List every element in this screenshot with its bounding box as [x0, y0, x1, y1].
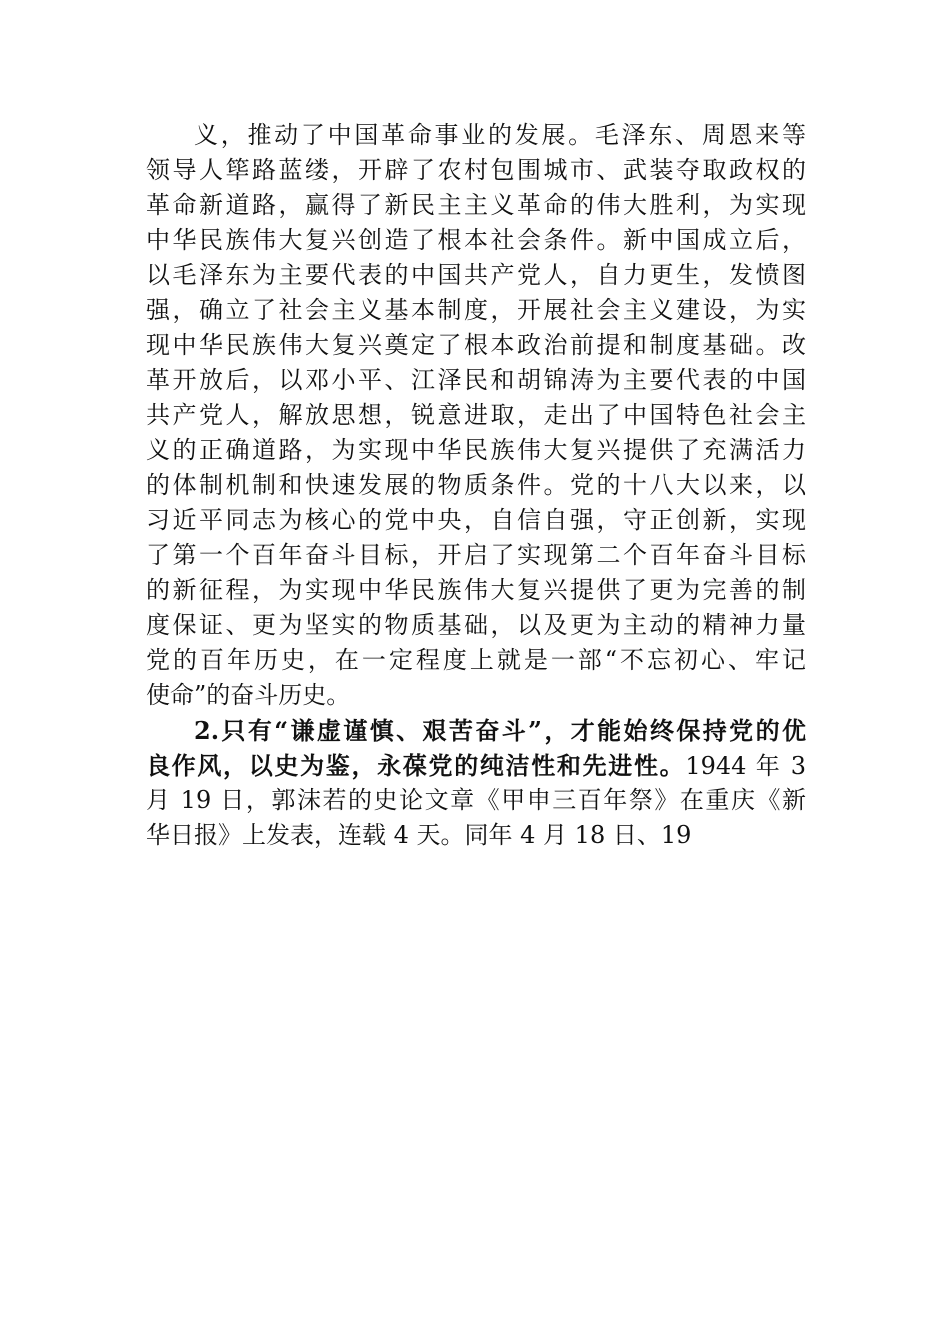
- section-heading-line: 2.只有“谦虚谨慎、艰苦奋斗”，才能始终保持党的优: [194, 716, 806, 745]
- paragraph-line: 中华民族伟大复兴创造了根本社会条件。新中国成立后，: [146, 226, 806, 254]
- paragraph-line: 义，推动了中国革命事业的发展。毛泽东、周恩来等: [194, 121, 806, 149]
- paragraph-line: 革命新道路，赢得了新民主主义革命的伟大胜利，为实现: [146, 191, 806, 219]
- body-text: [146, 118, 806, 853]
- paragraph-line: 度保证、更为坚实的物质基础，以及更为主动的精神力量: [146, 611, 806, 639]
- section-heading-text: 良作风，以史为鉴，永葆党的纯洁性和先进性。: [146, 751, 686, 780]
- date-text: 1944 年 3: [685, 752, 806, 780]
- paragraph-line: 革开放后，以邓小平、江泽民和胡锦涛为主要代表的中国: [146, 366, 806, 394]
- paragraph-line: 强，确立了社会主义基本制度，开展社会主义建设，为实: [146, 296, 806, 324]
- paragraph-line: 共产党人，解放思想，锐意进取，走出了中国特色社会主: [146, 401, 806, 429]
- paragraph-line: 了第一个百年奋斗目标，开启了实现第二个百年奋斗目标: [146, 541, 806, 569]
- paragraph-line: 华日报》上发表，连载 4 天。同年 4 月 18 日、19: [146, 821, 692, 849]
- paragraph-line: 领导人筚路蓝缕，开辟了农村包围城市、武装夺取政权的: [146, 156, 806, 184]
- paragraph-line: 月 19 日，郭沫若的史论文章《甲申三百年祭》在重庆《新: [146, 786, 806, 814]
- paragraph-line: 以毛泽东为主要代表的中国共产党人，自力更生，发愤图: [146, 261, 806, 289]
- paragraph-line: 的新征程，为实现中华民族伟大复兴提供了更为完善的制: [146, 576, 806, 604]
- paragraph-line: 党的百年历史，在一定程度上就是一部“不忘初心、牢记: [146, 646, 806, 674]
- paragraph-line: 习近平同志为核心的党中央，自信自强，守正创新，实现: [146, 506, 806, 534]
- paragraph-line: 使命”的奋斗历史。: [146, 681, 351, 709]
- paragraph-line: 义的正确道路，为实现中华民族伟大复兴提供了充满活力: [146, 436, 806, 464]
- mixed-line: [146, 748, 806, 783]
- paragraph-line: 现中华民族伟大复兴奠定了根本政治前提和制度基础。改: [146, 331, 806, 359]
- paragraph-line: 的体制机制和快速发展的物质条件。党的十八大以来，以: [146, 471, 806, 499]
